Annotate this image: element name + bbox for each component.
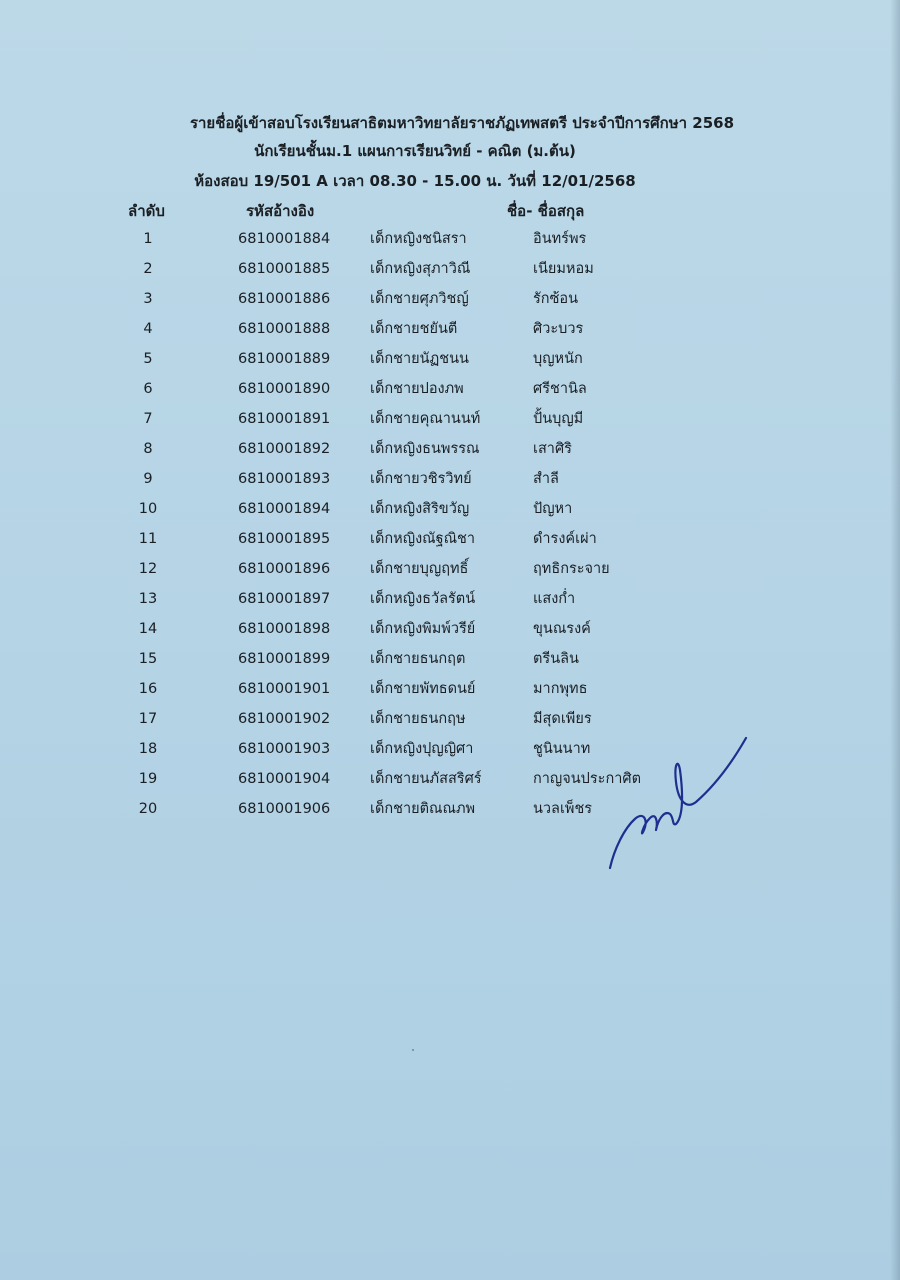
row-reference-id: 6810001896 — [238, 561, 331, 577]
row-number: 12 — [138, 561, 158, 577]
row-last-name: แสงก่ำ — [533, 591, 576, 607]
row-reference-id: 6810001902 — [238, 711, 331, 727]
column-header-number: ลำดับ — [128, 202, 165, 220]
row-number: 4 — [143, 321, 153, 337]
row-reference-id: 6810001884 — [238, 231, 331, 247]
exam-room-info: ห้องสอบ 19/501 A เวลา 08.30 - 15.00 น. วันที่ 12/01/2568 — [194, 172, 636, 190]
document-subtitle: นักเรียนชั้นม.1 แผนการเรียนวิทย์ - คณิต (ม.ต้น) — [254, 142, 576, 160]
row-number: 14 — [138, 621, 158, 637]
row-first-name: เด็กชายศุภวิชญ์ — [370, 291, 469, 307]
student-row — [0, 469, 900, 499]
row-first-name: เด็กหญิงณัฐณิชา — [370, 531, 476, 547]
row-first-name: เด็กชายวชิรวิทย์ — [370, 471, 472, 487]
row-number: 11 — [138, 531, 158, 547]
row-first-name: เด็กหญิงสิริขวัญ — [370, 501, 470, 517]
paper-speck — [412, 1049, 414, 1051]
row-reference-id: 6810001897 — [238, 591, 331, 607]
student-row — [0, 319, 900, 349]
row-number: 13 — [138, 591, 158, 607]
row-first-name: เด็กหญิงธนพรรณ — [370, 441, 480, 457]
row-reference-id: 6810001890 — [238, 381, 331, 397]
student-row — [0, 229, 900, 259]
row-number: 15 — [138, 651, 158, 667]
student-list — [0, 229, 900, 829]
student-row — [0, 529, 900, 559]
student-row — [0, 679, 900, 709]
row-last-name: ศรีชานิล — [533, 381, 587, 397]
student-row — [0, 799, 900, 829]
row-last-name: ปัญหา — [533, 501, 573, 517]
student-row — [0, 439, 900, 469]
row-last-name: ศิวะบวร — [533, 321, 584, 337]
row-first-name: เด็กหญิงสุภาวิณี — [370, 261, 471, 277]
student-row — [0, 649, 900, 679]
column-header-reference-id: รหัสอ้างอิง — [246, 202, 315, 220]
row-first-name: เด็กหญิงพิมพ์วรีย์ — [370, 621, 476, 637]
row-first-name: เด็กชายธนกฤต — [370, 651, 466, 667]
row-first-name: เด็กหญิงธวัลรัตน์ — [370, 591, 476, 607]
row-number: 20 — [138, 801, 158, 817]
row-number: 5 — [143, 351, 153, 367]
row-reference-id: 6810001906 — [238, 801, 331, 817]
row-last-name: มากพุทธ — [533, 681, 588, 697]
row-first-name: เด็กชายติณณภพ — [370, 801, 476, 817]
student-row — [0, 379, 900, 409]
row-reference-id: 6810001888 — [238, 321, 331, 337]
student-row — [0, 349, 900, 379]
handwritten-signature — [600, 730, 760, 880]
row-reference-id: 6810001893 — [238, 471, 331, 487]
row-reference-id: 6810001885 — [238, 261, 331, 277]
row-last-name: นวลเพ็ชร — [533, 801, 593, 817]
row-number: 3 — [143, 291, 153, 307]
student-row — [0, 409, 900, 439]
row-number: 16 — [138, 681, 158, 697]
student-row — [0, 709, 900, 739]
row-reference-id: 6810001886 — [238, 291, 331, 307]
student-row — [0, 289, 900, 319]
row-last-name: อินทร์พร — [533, 231, 587, 247]
row-reference-id: 6810001895 — [238, 531, 331, 547]
row-last-name: เนียมหอม — [533, 261, 594, 277]
row-reference-id: 6810001894 — [238, 501, 331, 517]
row-number: 6 — [143, 381, 153, 397]
row-number: 17 — [138, 711, 158, 727]
row-reference-id: 6810001898 — [238, 621, 331, 637]
row-reference-id: 6810001889 — [238, 351, 331, 367]
row-last-name: บุญหนัก — [533, 351, 583, 367]
row-reference-id: 6810001903 — [238, 741, 331, 757]
row-number: 2 — [143, 261, 153, 277]
row-first-name: เด็กชายบุญฤทธิ์ — [370, 561, 469, 577]
row-first-name: เด็กชายพัทธดนย์ — [370, 681, 476, 697]
row-reference-id: 6810001892 — [238, 441, 331, 457]
row-first-name: เด็กชายคุณานนท์ — [370, 411, 481, 427]
row-number: 9 — [143, 471, 153, 487]
row-number: 19 — [138, 771, 158, 787]
row-first-name: เด็กหญิงปุญญิศา — [370, 741, 474, 757]
row-number: 18 — [138, 741, 158, 757]
row-number: 10 — [138, 501, 158, 517]
row-last-name: ดำรงค์เผ่า — [533, 531, 597, 547]
student-row — [0, 499, 900, 529]
student-row — [0, 769, 900, 799]
student-row — [0, 739, 900, 769]
row-last-name: ตรีนลิน — [533, 651, 579, 667]
row-first-name: เด็กชายนภัสสริศร์ — [370, 771, 482, 787]
row-last-name: ปั้นบุญมี — [533, 411, 584, 427]
student-row — [0, 559, 900, 589]
row-reference-id: 6810001891 — [238, 411, 331, 427]
row-last-name: ฤทธิกระจาย — [533, 561, 610, 577]
student-row — [0, 619, 900, 649]
row-first-name: เด็กหญิงชนิสรา — [370, 231, 467, 247]
row-first-name: เด็กชายชยันตี — [370, 321, 458, 337]
row-first-name: เด็กชายนัฏชนน — [370, 351, 469, 367]
row-reference-id: 6810001904 — [238, 771, 331, 787]
student-row — [0, 259, 900, 289]
row-reference-id: 6810001901 — [238, 681, 331, 697]
row-first-name: เด็กชายปองภพ — [370, 381, 464, 397]
row-last-name: มีสุดเพียร — [533, 711, 592, 727]
row-number: 1 — [143, 231, 153, 247]
column-header-full-name: ชื่อ- ชื่อสกุล — [507, 202, 585, 220]
row-last-name: สำลี — [533, 471, 559, 487]
row-first-name: เด็กชายธนกฤษ — [370, 711, 466, 727]
row-last-name: รักซ้อน — [533, 291, 579, 307]
document-title: รายชื่อผู้เข้าสอบโรงเรียนสาธิตมหาวิทยาลัยราชภัฏเทพสตรี ประจำปีการศึกษา 2568 — [189, 114, 735, 132]
row-reference-id: 6810001899 — [238, 651, 331, 667]
row-number: 8 — [143, 441, 153, 457]
student-row — [0, 589, 900, 619]
row-last-name: ขุนณรงค์ — [533, 621, 591, 637]
row-last-name: กาญจนประกาศิต — [533, 771, 642, 787]
row-last-name: เสาศิริ — [533, 441, 572, 457]
row-last-name: ชูนินนาท — [533, 741, 591, 757]
row-number: 7 — [143, 411, 153, 427]
